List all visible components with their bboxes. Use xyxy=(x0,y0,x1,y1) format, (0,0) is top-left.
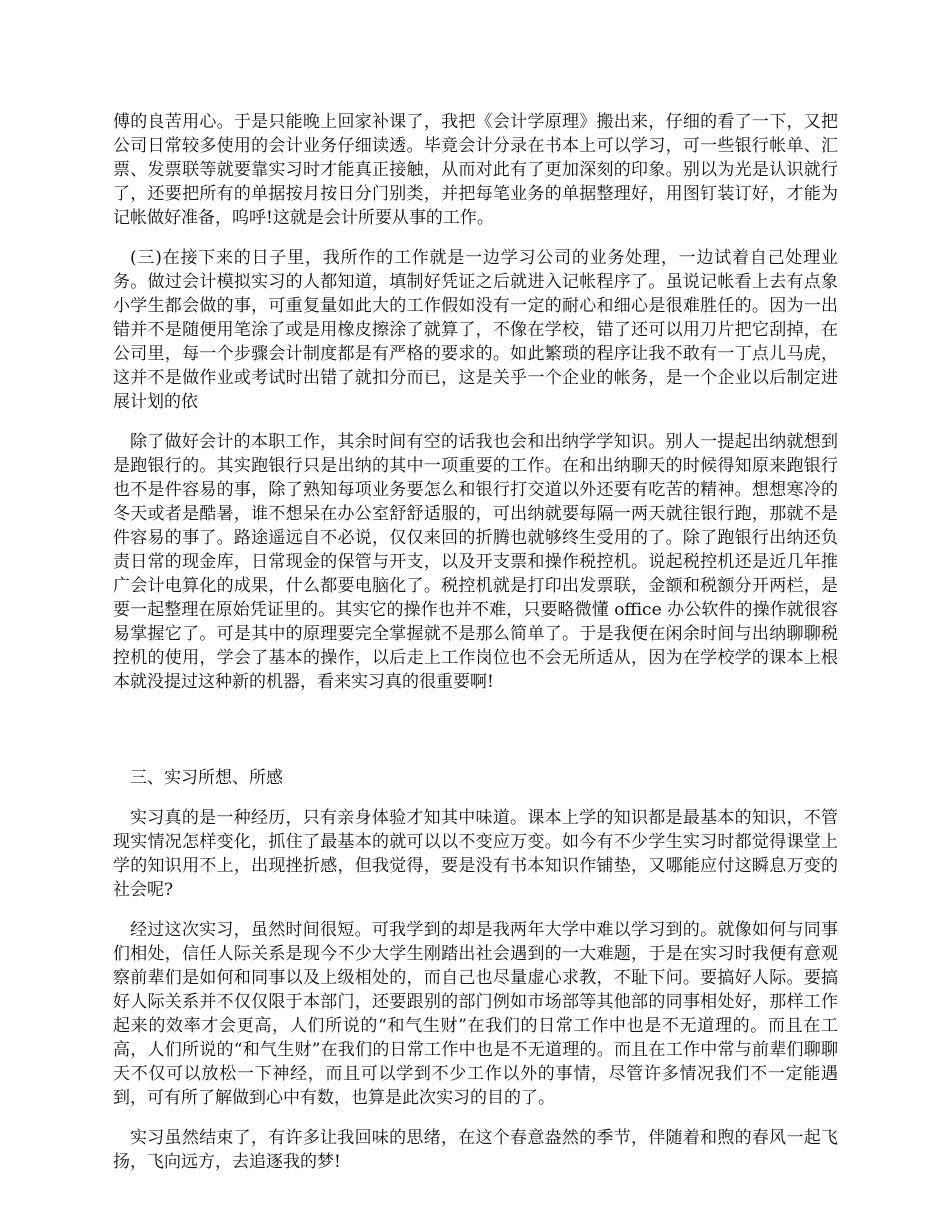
section-heading: 三、实习所想、所感 xyxy=(130,768,283,788)
paragraph-6: 实习虽然结束了，有许多让我回味的思绪，在这个春意盎然的季节，伴随着和煦的春风一起飞扬，飞向远方，去追逐我的梦! xyxy=(113,1128,838,1172)
paragraph-1: 傅的良苦用心。于是只能晚上回家补课了，我把《会计学原理》搬出来，仔细的看了一下，又把公司日常较多使用的会计业务仔细读透。毕竟会计分录在书本上可以学习，可一些银行帐单、汇票、发票联等就要靠实习时才能真正接触，从而对此有了更加深刻的印象。别以为光是认识就行了，还要把所有的单据按月按日分门别类，并把每笔业务的单据整理好，用图钉装订好，才能为记帐做好准备，呜呼!这就是会计所要从事的工作。 xyxy=(113,112,838,228)
paragraph-2: (三)在接下来的日子里，我所作的工作就是一边学习公司的业务处理，一边试着自己处理业务。做过会计模拟实习的人都知道，填制好凭证之后就进入记帐程序了。虽说记帐看上去有点象小学生都会做的事，可重复量如此大的工作假如没有一定的耐心和细心是很难胜任的。因为一出错并不是随便用笔涂了或是用橡皮擦涂了就算了，不像在学校，错了还可以用刀片把它刮掉，在公司里，每一个步骤会计制度都是有严格的要求的。如此繁琐的程序让我不敢有一丁点儿马虎，这并不是做作业或考试时出错了就扣分而已，这是关乎一个企业的帐务，是一个企业以后制定进展计划的依 xyxy=(113,248,838,412)
document-page xyxy=(113,110,838,1190)
paragraph-3: 除了做好会计的本职工作，其余时间有空的话我也会和出纳学学知识。别人一提起出纳就想到是跑银行的。其实跑银行只是出纳的其中一项重要的工作。在和出纳聊天的时候得知原来跑银行也不是件容易的事，除了熟知每项业务要怎么和银行打交道以外还要有吃苦的精神。想想寒冷的冬天或者是酷暑，谁不想呆在办公室舒舒适服的，可出纳就要每隔一两天就往银行跑，那就不是件容易的事了。路途遥远自不必说，仅仅来回的折腾也就够终生受用的了。除了跑银行出纳还负责日常的现金库，日常现金的保管与开支，以及开支票和操作税控机。说起税控机还是近几年推广会计电算化的成果，什么都要电脑化了。税控机就是打印出发票联，金额和税额分开两栏，是要一起整理在原始凭证里的。其实它的操作也并不难，只要略微懂 office 办公软件的操作就很容易掌握它了。可是其中的原理要完全掌握就不是那么简单了。于是我便在闲余时间与出纳聊聊税控机的使用，学会了基本的操作，以后走上工作岗位也不会无所适从，因为在学校学的课本上根本就没提过这种新的机器，看来实习真的很重要啊! xyxy=(113,432,838,692)
paragraph-5: 经过这次实习，虽然时间很短。可我学到的却是我两年大学中难以学习到的。就像如何与同事们相处，信任人际关系是现今不少大学生刚踏出社会遇到的一大难题，于是在实习时我便有意观察前辈们是如何和同事以及上级相处的，而自己也尽量虚心求教，不耻下问。要搞好人际。要搞好人际关系并不仅仅限于本部门，还要跟别的部门例如市场部等其他部的同事相处好，那样工作起来的效率才会更高，人们所说的“和气生财”在我们的日常工作中也是不无道理的。而且在工高，人们所说的“和气生财”在我们的日常工作中也是不无道理的。而且在工作中常与前辈们聊聊天不仅可以放松一下神经，而且可以学到不少工作以外的事情，尽管许多情况我们不一定能遇到，可有所了解做到心中有数，也算是此次实习的目的了。 xyxy=(113,920,838,1108)
paragraph-4: 实习真的是一种经历，只有亲身体验才知其中味道。课本上学的知识都是最基本的知识，不管现实情况怎样变化，抓住了最基本的就可以以不变应万变。如今有不少学生实习时都觉得课堂上学的知识用不上，出现挫折感，但我觉得，要是没有书本知识作铺垫，又哪能应付这瞬息万变的社会呢? xyxy=(113,808,838,900)
section-spacer xyxy=(113,710,838,766)
